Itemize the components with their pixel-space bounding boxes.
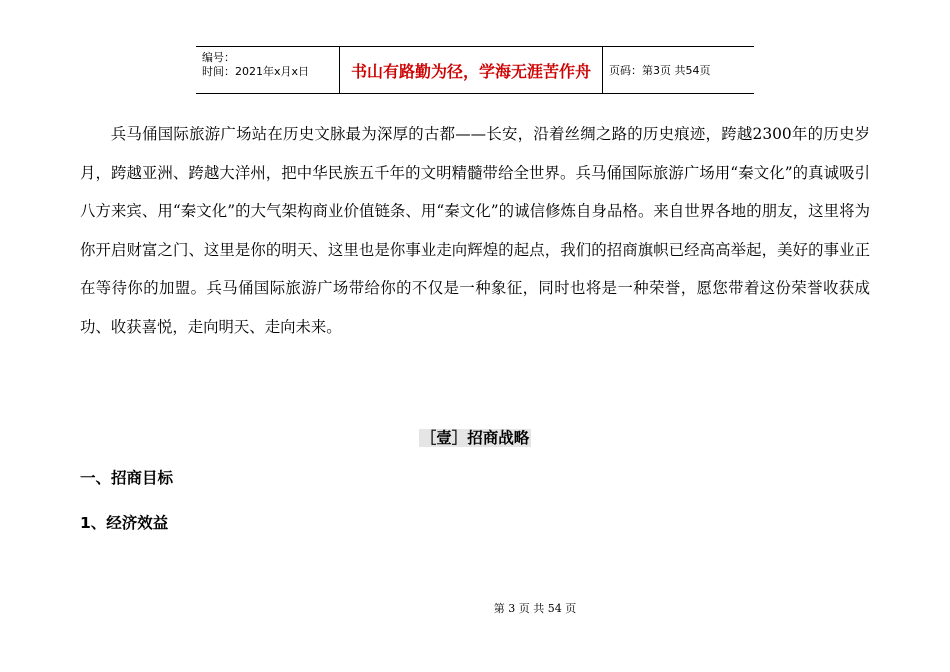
header-info-cell — [196, 47, 340, 93]
header-page-code: 页码：第3页 共54页 — [609, 64, 711, 77]
header-motto: 书山有路勤为径，学海无涯苦作舟 — [340, 47, 603, 93]
document-body — [80, 115, 870, 346]
intro-paragraph: 兵马俑国际旅游广场站在历史文脉最为深厚的古都——长安，沿着丝绸之路的历史痕迹，跨越2300年的历史岁月，跨越亚洲、跨越大洋州，把中华民族五千年的文明精髓带给全世界。兵马俑国际旅游广场用“秦文化”的真诚吸引八方来宾、用“秦文化”的大气架构商业价值链条、用“秦文化”的诚信修炼自身品格。来自世界各地的朋友，这里将为你开启财富之门、这里是你的明天、这里也是你事业走向辉煌的起点，我们的招商旗帜已经高高举起，美好的事业正在等待你的加盟。兵马俑国际旅游广场带给你的不仅是一种象征，同时也将是一种荣誉，愿您带着这份荣誉收获成功、收获喜悦，走向明天、走向未来。 — [80, 125, 870, 336]
section-heading — [0, 426, 950, 448]
number-label: 编号： — [202, 51, 235, 64]
subheading-economic: 1、经济效益 — [80, 514, 169, 532]
page-footer: 第 3 页 共 54 页 — [493, 602, 577, 615]
page-header — [196, 46, 754, 94]
time-label: 时间：2021年x月x日 — [202, 65, 310, 78]
section-title: ［壹］招商战略 — [420, 429, 530, 447]
subheading-goals: 一、招商目标 — [80, 469, 174, 487]
